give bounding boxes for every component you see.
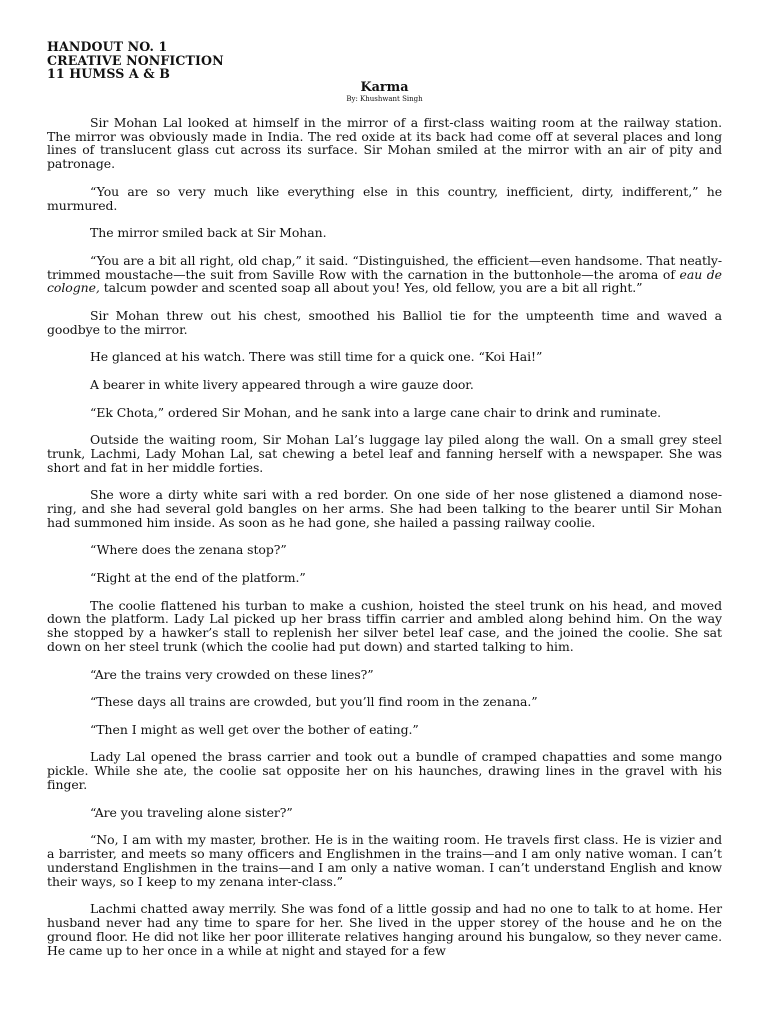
paragraph: “Are the trains very crowded on these lines?” [90,666,374,682]
paragraph: She wore a dirty white sari with a red border. On one side of her nose glistened a diamond nose-ring, and she had several gold bangles on her arms. She had been talking to the bearer until Sir Mohan had summoned him inside. As soon as he had gone, she hailed a passing railway coolie. [47,487,722,530]
paragraph: The coolie flattened his turban to make a cushion, hoisted the steel trunk on his head, and moved down the platform. Lady Lal picked up her brass tiffin carrier and ambled along behind him. On the way she stopped by a hawker’s stall to replenish her silver betel leaf case, and the joined the coolie. She sat down on her steel trunk (which the coolie had put down) and started talking to him. [47,597,722,655]
paragraph: He glanced at his watch. There was still time for a quick one. “Koi Hai!” [90,349,543,365]
paragraph: “You are so very much like everything else in this country, inefficient, dirty, indifferent,” he murmured. [47,183,722,213]
paragraph: Outside the waiting room, Sir Mohan Lal’s luggage lay piled along the wall. On a small grey steel trunk, Lachmi, Lady Mohan Lal, sat chewing a betel leaf and fanning herself with a newspaper. She was short and fat in her middle forties. [47,432,722,475]
story-byline: By: Khushwant Singh [346,94,423,103]
paragraph: The mirror smiled back at Sir Mohan. [90,225,327,241]
paragraph: “These days all trains are crowded, but you’ll find room in the zenana.” [90,694,538,710]
paragraph: “Then I might as well get over the bother of eating.” [90,721,419,737]
paragraph: “No, I am with my master, brother. He is in the waiting room. He travels first class. He is vizier and a barrister, and meets so many officers and Englishmen in the trains—and I am only native woman. I can’t understand Englishmen in the trains—and I am only a native woman. I can’t understand English and know their ways, so I keep to my zenana inter-class.” [47,832,722,889]
italic-phrase: eau de cologne, [47,266,722,296]
paragraph-text: talcum powder and scented soap all about you! Yes, old fellow, you are a bit all right.” [99,280,643,296]
paragraph: “Where does the zenana stop?” [90,542,287,558]
subject-heading: CREATIVE NONFICTION [47,52,224,68]
paragraph-text: “You are a bit all right, old chap,” it said. “Distinguished, the efficient—even handsome. That neatly-trimmed moustache—the suit from Saville Row with the carnation in the buttonhole—the aroma of [47,252,722,282]
paragraph: Sir Mohan threw out his chest, smoothed his Balliol tie for the umpteenth time and waved a goodbye to the mirror. [47,307,722,337]
paragraph: Lady Lal opened the brass carrier and took out a bundle of cramped chapatties and some mango pickle. While she ate, the coolie sat opposite her on his haunches, drawing lines in the gravel with his finger. [47,749,722,793]
paragraph: Sir Mohan Lal looked at himself in the mirror of a first-class waiting room at the railway station. The mirror was obviously made in India. The red oxide at its back had come off at several places and long lines of translucent glass cut across its surface. Sir Mohan smiled at the mirror with an air of pity and patronage. [47,114,722,172]
handout-number: HANDOUT NO. 1 [47,39,168,54]
handout-page [47,40,722,971]
paragraph: A bearer in white livery appeared through a wire gauze door. [90,376,474,392]
paragraph: “Right at the end of the platform.” [90,570,306,586]
paragraph: Lachmi chatted away merrily. She was fond of a little gossip and had no one to talk to at home. Her husband never had any time to spare for her. She lived in the upper storey of the house and he on the ground floor. He did not like her poor illiterate relatives hanging around his bungalow, so they never came. He came up to her once in a while at night and stayed for a few [47,901,722,958]
story-title: Karma [360,79,409,95]
paragraph: “Ek Chota,” ordered Sir Mohan, and he sank into a large cane chair to drink and ruminate. [90,404,662,420]
paragraph: “Are you traveling alone sister?” [90,804,293,820]
section-heading: 11 HUMSS A & B [47,66,170,82]
paragraph [47,254,722,295]
